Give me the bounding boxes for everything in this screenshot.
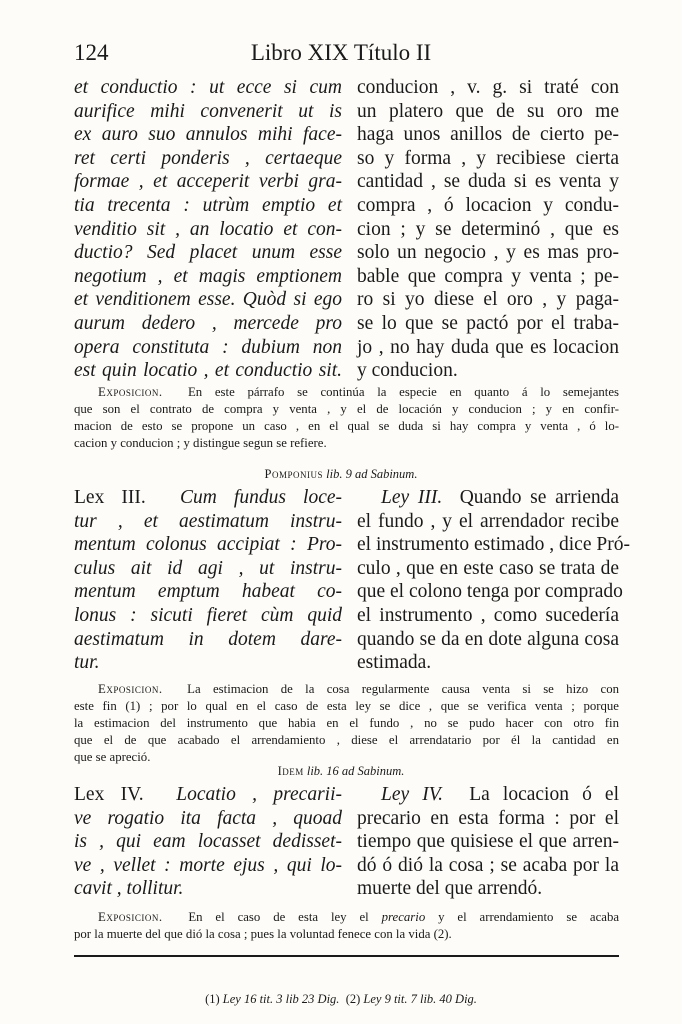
spanish-line: quando se da en dote alguna cosa (357, 628, 619, 650)
exposicion-text: La estimacion de la cosa regularmente causa venta si se hizo con (187, 682, 619, 696)
spanish-line: el fundo , y el arrendador recibe (357, 510, 619, 532)
block1-columns (74, 76, 619, 383)
spanish-line: un platero que de su oro me (357, 100, 619, 122)
latin-line: cavit , tollitur. (74, 878, 184, 900)
latin-line: ex auro suo annulos mihi face- (74, 124, 342, 146)
latin-column (74, 76, 342, 383)
latin-line: et conductio : ut ecce si cum (74, 77, 342, 98)
exposicion-text: la estimacion del instrumento que habia en el fundo , no se pudo hacer con otro fin (74, 716, 619, 730)
footnote-ref: Ley 16 tit. 3 lib 23 Dig. (222, 992, 340, 1006)
source-author: Idem (277, 764, 304, 778)
exposicion-italic: precario (381, 910, 426, 924)
spanish-column (357, 76, 619, 383)
latin-line: aurifice mihi convenerit ut is (74, 100, 342, 122)
spanish-line: haga unos anillos de cierto pe- (357, 124, 619, 146)
latin-line: lonus : sicuti fieret cùm quid (74, 604, 342, 626)
ley-label: Ley III. (381, 487, 443, 508)
latin-line: ve , vellet : morte ejus , qui lo- (74, 854, 342, 876)
latin-line: negotium , et magis emptionem (74, 265, 342, 287)
footnote-marker: (2) (345, 992, 361, 1006)
exposicion-text: y el arrendamiento se acaba (438, 910, 620, 924)
spanish-line: bable que compra y venta ; pe- (357, 265, 619, 287)
spanish-column (357, 486, 630, 675)
spanish-line: precario en esta forma : por el (357, 807, 619, 829)
spanish-line: ro si yo diese el oro , y paga- (357, 289, 619, 311)
latin-column (74, 486, 342, 675)
spanish-line: cantidad , se duda si es venta y (357, 171, 619, 193)
spanish-line: Quando se arrienda (459, 487, 620, 508)
exposicion-text: por la muerte del que dió la cosa ; pues la voluntad fenece con la vida (2). (74, 927, 452, 941)
spanish-line: compra , ó locacion y condu- (357, 194, 619, 216)
latin-line: opera constituta : dubium non (74, 336, 342, 358)
footnotes (0, 992, 682, 1007)
spanish-line: La locacion ó el (469, 784, 620, 805)
spanish-line: culo , que en este caso se trata de (357, 557, 619, 579)
exposicion-2 (74, 681, 619, 766)
latin-line: formae , et acceperit verbi gra- (74, 171, 342, 193)
latin-line: ret certi ponderis , certaeque (74, 147, 342, 169)
page-number: 124 (74, 40, 109, 65)
latin-line: ductio? Sed placet unum esse (74, 242, 342, 264)
spanish-line: dó ó dió la cosa ; se acaba por la (357, 854, 619, 876)
latin-line: tia trecenta : utrùm emptio et (74, 194, 342, 216)
source-author: Pomponius (264, 467, 323, 481)
source-ref: lib. 16 ad Sabinum. (306, 764, 405, 778)
spanish-line: el instrumento , como sucedería (357, 604, 619, 626)
exposicion-text: En el caso de esta ley el (188, 910, 369, 924)
latin-line: ve rogatio ita facta , quoad (74, 807, 342, 829)
source-ref: lib. 9 ad Sabinum. (326, 467, 418, 481)
lex-label: Lex IV. (74, 784, 144, 805)
spanish-line: y conducion. (357, 360, 458, 382)
ley-label: Ley IV. (381, 784, 444, 805)
spanish-column (357, 783, 619, 901)
source-citation (0, 467, 682, 482)
spanish-line: jo , no hay duda que es locacion (357, 336, 619, 358)
latin-line: aurum dedero , mercede pro (74, 312, 342, 334)
spanish-line: estimada. (357, 652, 432, 674)
exposicion-text: macion de esto se propone un caso , en el qual se duda si hay compra y venta , ó lo- (74, 419, 619, 433)
lex-label: Lex III. (74, 487, 146, 508)
exposicion-text: que se apreció. (74, 750, 151, 764)
latin-line: et venditionem esse. Quòd si ego (74, 289, 342, 311)
spanish-line: tiempo que quisiese el que arren- (357, 831, 619, 853)
latin-line: culus ait id agi , ut instru- (74, 557, 342, 579)
latin-line: venditio sit , an locatio et con- (74, 218, 342, 240)
exposicion-text: que son el contrato de compra y venta , y el de locación y conducion ; y en confir- (74, 402, 619, 416)
latin-line: is , qui eam locasset dedisset- (74, 831, 342, 853)
spanish-line: que el colono tenga por comprado (357, 581, 623, 603)
exposicion-label: Exposicion. (98, 385, 163, 399)
exposicion-label: Exposicion. (98, 910, 163, 924)
spanish-line: solo un negocio , y es mas pro- (357, 242, 619, 264)
latin-line: Cum fundus loce- (179, 487, 342, 508)
exposicion-label: Exposicion. (98, 682, 163, 696)
footnote-rule (74, 955, 619, 957)
latin-line: aestimatum in dotem dare- (74, 628, 342, 650)
latin-line: est quin locatio , et conductio sit. (74, 360, 342, 382)
exposicion-text: que el de que acabado el arrendamiento , diese el arrendatario por él la cantidad en (74, 733, 619, 747)
spanish-line: se lo que se pactó por el traba- (357, 312, 619, 334)
latin-column (74, 783, 342, 901)
footnote-marker: (1) (205, 992, 220, 1006)
footnote-ref: Ley 9 tit. 7 lib. 40 Dig. (363, 992, 477, 1006)
latin-line: tur. (74, 652, 100, 674)
latin-line: mentum emptum habeat co- (74, 581, 342, 603)
latin-line: mentum colonus accipiat : Pro- (74, 534, 342, 556)
latin-line: tur , et aestimatum instru- (74, 510, 342, 532)
block2-columns (74, 486, 630, 675)
latin-line: Locatio , precarii- (176, 784, 342, 805)
spanish-line: muerte del que arrendó. (357, 878, 543, 900)
spanish-line: so y forma , y recibiese cierta (357, 147, 619, 169)
exposicion-text: este fin (1) ; por lo qual en el caso de esta ley se dice , que se verifica venta ; porque (74, 699, 619, 713)
exposicion-text: cacion y conducion ; y distingue segun se refiere. (74, 436, 327, 450)
spanish-line: conducion , v. g. si traté con (357, 77, 619, 98)
exposicion-text: En este párrafo se continúa la especie en quanto á lo semejantes (187, 385, 619, 399)
source-citation (0, 764, 682, 779)
exposicion-3 (74, 909, 619, 943)
exposicion-1 (74, 384, 619, 452)
running-title: Libro XIX Título II (250, 40, 432, 65)
block3-columns (74, 783, 619, 901)
spanish-line: el instrumento estimado , dice Pró- (357, 534, 630, 556)
spanish-line: cion ; y se determinó , que es (357, 218, 619, 240)
